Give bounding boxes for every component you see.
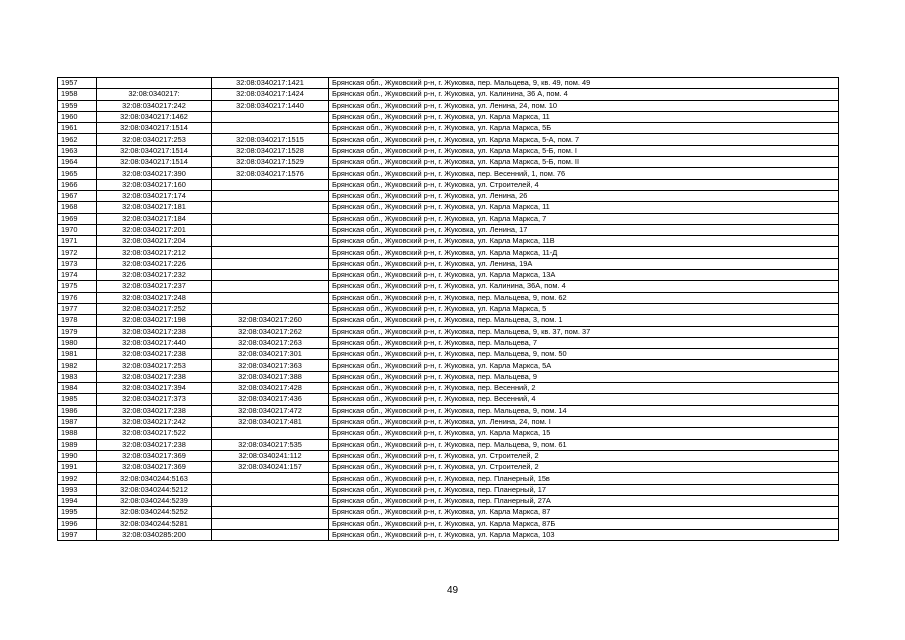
row-number-cell: 1990 <box>58 450 97 461</box>
table-row <box>58 473 839 484</box>
address-cell: Брянская обл., Жуковский р-н, г. Жуковка, ул. Карла Маркса, 11-Д <box>329 247 839 258</box>
object-number-cell: 32:08:0340217:481 <box>212 416 329 427</box>
parcel-number-cell: 32:08:0340244:5163 <box>97 473 212 484</box>
address-cell: Брянская обл., Жуковский р-н, г. Жуковка, ул. Карла Маркса, 5-Б, пом. I <box>329 145 839 156</box>
row-number-cell: 1958 <box>58 89 97 100</box>
row-number-cell: 1963 <box>58 145 97 156</box>
address-cell: Брянская обл., Жуковский р-н, г. Жуковка, пер. Весенний, 1, пом. 76 <box>329 168 839 179</box>
table-row <box>58 416 839 427</box>
object-number-cell <box>212 247 329 258</box>
object-number-cell <box>212 213 329 224</box>
row-number-cell: 1968 <box>58 202 97 213</box>
parcel-number-cell: 32:08:0340217:198 <box>97 315 212 326</box>
table-row <box>58 360 839 371</box>
row-number-cell: 1994 <box>58 495 97 506</box>
row-number-cell: 1988 <box>58 428 97 439</box>
parcel-number-cell: 32:08:0340217:201 <box>97 224 212 235</box>
parcel-number-cell: 32:08:0340217:373 <box>97 394 212 405</box>
parcel-number-cell: 32:08:0340217:1514 <box>97 123 212 134</box>
object-number-cell: 32:08:0340217:388 <box>212 371 329 382</box>
parcel-number-cell: 32:08:0340217:226 <box>97 258 212 269</box>
parcel-number-cell: 32:08:0340244:5252 <box>97 507 212 518</box>
object-number-cell: 32:08:0340217:363 <box>212 360 329 371</box>
parcel-number-cell <box>97 78 212 89</box>
row-number-cell: 1959 <box>58 100 97 111</box>
object-number-cell <box>212 473 329 484</box>
parcel-number-cell: 32:08:0340217:522 <box>97 428 212 439</box>
table-row <box>58 145 839 156</box>
table-row <box>58 337 839 348</box>
parcel-number-cell: 32:08:0340244:5212 <box>97 484 212 495</box>
row-number-cell: 1976 <box>58 292 97 303</box>
address-cell: Брянская обл., Жуковский р-н, г. Жуковка, пер. Планерный, 15в <box>329 473 839 484</box>
address-cell: Брянская обл., Жуковский р-н, г. Жуковка, ул. Строителей, 2 <box>329 450 839 461</box>
table-row <box>58 213 839 224</box>
parcel-number-cell: 32:08:0340217:238 <box>97 371 212 382</box>
table-row <box>58 371 839 382</box>
table-row <box>58 484 839 495</box>
address-cell: Брянская обл., Жуковский р-н, г. Жуковка, ул. Строителей, 2 <box>329 462 839 473</box>
row-number-cell: 1989 <box>58 439 97 450</box>
address-cell: Брянская обл., Жуковский р-н, г. Жуковка, ул. Карла Маркса, 15 <box>329 428 839 439</box>
table-row <box>58 202 839 213</box>
object-number-cell <box>212 303 329 314</box>
object-number-cell <box>212 179 329 190</box>
address-cell: Брянская обл., Жуковский р-н, г. Жуковка, пер. Планерный, 27А <box>329 495 839 506</box>
table-row <box>58 157 839 168</box>
table-row <box>58 349 839 360</box>
parcel-number-cell: 32:08:0340217:174 <box>97 190 212 201</box>
row-number-cell: 1980 <box>58 337 97 348</box>
object-number-cell: 32:08:0340217:260 <box>212 315 329 326</box>
cadastral-table-body <box>58 78 839 541</box>
table-row <box>58 270 839 281</box>
object-number-cell <box>212 111 329 122</box>
address-cell: Брянская обл., Жуковский р-н, г. Жуковка, ул. Ленина, 19А <box>329 258 839 269</box>
row-number-cell: 1982 <box>58 360 97 371</box>
address-cell: Брянская обл., Жуковский р-н, г. Жуковка, ул. Карла Маркса, 5-А, пом. 7 <box>329 134 839 145</box>
row-number-cell: 1996 <box>58 518 97 529</box>
object-number-cell: 32:08:0340217:263 <box>212 337 329 348</box>
row-number-cell: 1965 <box>58 168 97 179</box>
table-row <box>58 78 839 89</box>
row-number-cell: 1970 <box>58 224 97 235</box>
row-number-cell: 1986 <box>58 405 97 416</box>
table-row <box>58 224 839 235</box>
object-number-cell <box>212 190 329 201</box>
address-cell: Брянская обл., Жуковский р-н, г. Жуковка, пер. Мальцева, 9, кв. 49, пом. 49 <box>329 78 839 89</box>
table-row <box>58 100 839 111</box>
object-number-cell <box>212 484 329 495</box>
object-number-cell: 32:08:0340217:472 <box>212 405 329 416</box>
table-row <box>58 439 839 450</box>
object-number-cell: 32:08:0340217:1421 <box>212 78 329 89</box>
object-number-cell: 32:08:0340217:262 <box>212 326 329 337</box>
row-number-cell: 1964 <box>58 157 97 168</box>
parcel-number-cell: 32:08:0340217: <box>97 89 212 100</box>
row-number-cell: 1975 <box>58 281 97 292</box>
row-number-cell: 1960 <box>58 111 97 122</box>
table-row <box>58 507 839 518</box>
table-row <box>58 89 839 100</box>
parcel-number-cell: 32:08:0340285:200 <box>97 529 212 540</box>
parcel-number-cell: 32:08:0340217:369 <box>97 462 212 473</box>
table-row <box>58 303 839 314</box>
address-cell: Брянская обл., Жуковский р-н, г. Жуковка, пер. Мальцева, 9 <box>329 371 839 382</box>
row-number-cell: 1962 <box>58 134 97 145</box>
address-cell: Брянская обл., Жуковский р-н, г. Жуковка, ул. Карла Маркса, 87 <box>329 507 839 518</box>
row-number-cell: 1979 <box>58 326 97 337</box>
object-number-cell: 32:08:0340217:1424 <box>212 89 329 100</box>
object-number-cell <box>212 518 329 529</box>
object-number-cell <box>212 236 329 247</box>
address-cell: Брянская обл., Жуковский р-н, г. Жуковка, пер. Мальцева, 9, пом. 14 <box>329 405 839 416</box>
row-number-cell: 1981 <box>58 349 97 360</box>
table-row <box>58 450 839 461</box>
parcel-number-cell: 32:08:0340217:242 <box>97 100 212 111</box>
parcel-number-cell: 32:08:0340217:184 <box>97 213 212 224</box>
object-number-cell: 32:08:0340217:301 <box>212 349 329 360</box>
address-cell: Брянская обл., Жуковский р-н, г. Жуковка, пер. Мальцева, 7 <box>329 337 839 348</box>
address-cell: Брянская обл., Жуковский р-н, г. Жуковка, ул. Карла Маркса, 5 <box>329 303 839 314</box>
object-number-cell: 32:08:0340217:535 <box>212 439 329 450</box>
address-cell: Брянская обл., Жуковский р-н, г. Жуковка, ул. Ленина, 24, пом. 10 <box>329 100 839 111</box>
row-number-cell: 1971 <box>58 236 97 247</box>
address-cell: Брянская обл., Жуковский р-н, г. Жуковка, пер. Мальцева, 9, пом. 62 <box>329 292 839 303</box>
row-number-cell: 1972 <box>58 247 97 258</box>
address-cell: Брянская обл., Жуковский р-н, г. Жуковка, ул. Ленина, 17 <box>329 224 839 235</box>
parcel-number-cell: 32:08:0340217:181 <box>97 202 212 213</box>
object-number-cell: 32:08:0340217:1529 <box>212 157 329 168</box>
parcel-number-cell: 32:08:0340217:238 <box>97 439 212 450</box>
object-number-cell <box>212 507 329 518</box>
table-row <box>58 247 839 258</box>
parcel-number-cell: 32:08:0340217:248 <box>97 292 212 303</box>
row-number-cell: 1991 <box>58 462 97 473</box>
row-number-cell: 1978 <box>58 315 97 326</box>
table-row <box>58 179 839 190</box>
address-cell: Брянская обл., Жуковский р-н, г. Жуковка, ул. Строителей, 4 <box>329 179 839 190</box>
address-cell: Брянская обл., Жуковский р-н, г. Жуковка, ул. Карла Маркса, 5А <box>329 360 839 371</box>
table-row <box>58 315 839 326</box>
object-number-cell <box>212 281 329 292</box>
row-number-cell: 1961 <box>58 123 97 134</box>
address-cell: Брянская обл., Жуковский р-н, г. Жуковка, пер. Мальцева, 9, кв. 37, пом. 37 <box>329 326 839 337</box>
table-row <box>58 168 839 179</box>
parcel-number-cell: 32:08:0340217:252 <box>97 303 212 314</box>
object-number-cell <box>212 258 329 269</box>
parcel-number-cell: 32:08:0340217:253 <box>97 134 212 145</box>
table-row <box>58 258 839 269</box>
address-cell: Брянская обл., Жуковский р-н, г. Жуковка, ул. Карла Маркса, 11В <box>329 236 839 247</box>
table-row <box>58 394 839 405</box>
row-number-cell: 1983 <box>58 371 97 382</box>
object-number-cell: 32:08:0340217:1576 <box>212 168 329 179</box>
address-cell: Брянская обл., Жуковский р-н, г. Жуковка, пер. Весенний, 2 <box>329 383 839 394</box>
row-number-cell: 1977 <box>58 303 97 314</box>
parcel-number-cell: 32:08:0340217:160 <box>97 179 212 190</box>
parcel-number-cell: 32:08:0340244:5281 <box>97 518 212 529</box>
object-number-cell <box>212 428 329 439</box>
address-cell: Брянская обл., Жуковский р-н, г. Жуковка, ул. Ленина, 24, пом. I <box>329 416 839 427</box>
page-number: 49 <box>446 585 459 596</box>
parcel-number-cell: 32:08:0340217:212 <box>97 247 212 258</box>
table-row <box>58 134 839 145</box>
parcel-number-cell: 32:08:0340244:5239 <box>97 495 212 506</box>
parcel-number-cell: 32:08:0340217:369 <box>97 450 212 461</box>
address-cell: Брянская обл., Жуковский р-н, г. Жуковка, ул. Карла Маркса, 11 <box>329 111 839 122</box>
object-number-cell: 32:08:0340217:436 <box>212 394 329 405</box>
table-row <box>58 111 839 122</box>
row-number-cell: 1992 <box>58 473 97 484</box>
table-row <box>58 428 839 439</box>
object-number-cell: 32:08:0340217:428 <box>212 383 329 394</box>
parcel-number-cell: 32:08:0340217:394 <box>97 383 212 394</box>
address-cell: Брянская обл., Жуковский р-н, г. Жуковка, ул. Карла Маркса, 7 <box>329 213 839 224</box>
parcel-number-cell: 32:08:0340217:253 <box>97 360 212 371</box>
table-row <box>58 326 839 337</box>
object-number-cell <box>212 495 329 506</box>
row-number-cell: 1973 <box>58 258 97 269</box>
row-number-cell: 1995 <box>58 507 97 518</box>
address-cell: Брянская обл., Жуковский р-н, г. Жуковка, ул. Ленина, 26 <box>329 190 839 201</box>
object-number-cell: 32:08:0340241:157 <box>212 462 329 473</box>
address-cell: Брянская обл., Жуковский р-н, г. Жуковка, пер. Планерный, 17 <box>329 484 839 495</box>
address-cell: Брянская обл., Жуковский р-н, г. Жуковка, ул. Карла Маркса, 13А <box>329 270 839 281</box>
parcel-number-cell: 32:08:0340217:237 <box>97 281 212 292</box>
table-row <box>58 462 839 473</box>
parcel-number-cell: 32:08:0340217:1462 <box>97 111 212 122</box>
table-row <box>58 281 839 292</box>
table-row <box>58 405 839 416</box>
cadastral-table <box>57 77 839 541</box>
row-number-cell: 1966 <box>58 179 97 190</box>
address-cell: Брянская обл., Жуковский р-н, г. Жуковка, пер. Весенний, 4 <box>329 394 839 405</box>
object-number-cell: 32:08:0340217:1440 <box>212 100 329 111</box>
parcel-number-cell: 32:08:0340217:204 <box>97 236 212 247</box>
parcel-number-cell: 32:08:0340217:1514 <box>97 157 212 168</box>
row-number-cell: 1984 <box>58 383 97 394</box>
address-cell: Брянская обл., Жуковский р-н, г. Жуковка, пер. Мальцева, 3, пом. 1 <box>329 315 839 326</box>
parcel-number-cell: 32:08:0340217:1514 <box>97 145 212 156</box>
parcel-number-cell: 32:08:0340217:242 <box>97 416 212 427</box>
object-number-cell <box>212 529 329 540</box>
row-number-cell: 1967 <box>58 190 97 201</box>
row-number-cell: 1987 <box>58 416 97 427</box>
row-number-cell: 1957 <box>58 78 97 89</box>
object-number-cell: 32:08:0340241:112 <box>212 450 329 461</box>
table-row <box>58 123 839 134</box>
table-row <box>58 383 839 394</box>
parcel-number-cell: 32:08:0340217:232 <box>97 270 212 281</box>
object-number-cell <box>212 292 329 303</box>
address-cell: Брянская обл., Жуковский р-н, г. Жуковка, ул. Карла Маркса, 5-Б, пом. II <box>329 157 839 168</box>
object-number-cell <box>212 123 329 134</box>
table-row <box>58 495 839 506</box>
parcel-number-cell: 32:08:0340217:238 <box>97 405 212 416</box>
object-number-cell: 32:08:0340217:1528 <box>212 145 329 156</box>
parcel-number-cell: 32:08:0340217:238 <box>97 349 212 360</box>
address-cell: Брянская обл., Жуковский р-н, г. Жуковка, ул. Карла Маркса, 103 <box>329 529 839 540</box>
address-cell: Брянская обл., Жуковский р-н, г. Жуковка, ул. Калинина, 36А, пом. 4 <box>329 281 839 292</box>
row-number-cell: 1969 <box>58 213 97 224</box>
table-row <box>58 190 839 201</box>
address-cell: Брянская обл., Жуковский р-н, г. Жуковка, пер. Мальцева, 9, пом. 50 <box>329 349 839 360</box>
parcel-number-cell: 32:08:0340217:390 <box>97 168 212 179</box>
table-row <box>58 518 839 529</box>
table-row <box>58 236 839 247</box>
row-number-cell: 1974 <box>58 270 97 281</box>
parcel-number-cell: 32:08:0340217:238 <box>97 326 212 337</box>
address-cell: Брянская обл., Жуковский р-н, г. Жуковка, ул. Карла Маркса, 87Б <box>329 518 839 529</box>
parcel-number-cell: 32:08:0340217:440 <box>97 337 212 348</box>
row-number-cell: 1993 <box>58 484 97 495</box>
row-number-cell: 1985 <box>58 394 97 405</box>
row-number-cell: 1997 <box>58 529 97 540</box>
address-cell: Брянская обл., Жуковский р-н, г. Жуковка, ул. Карла Маркса, 5Б <box>329 123 839 134</box>
address-cell: Брянская обл., Жуковский р-н, г. Жуковка, пер. Мальцева, 9, пом. 61 <box>329 439 839 450</box>
object-number-cell: 32:08:0340217:1515 <box>212 134 329 145</box>
address-cell: Брянская обл., Жуковский р-н, г. Жуковка, ул. Карла Маркса, 11 <box>329 202 839 213</box>
address-cell: Брянская обл., Жуковский р-н, г. Жуковка, ул. Калинина, 36 А, пом. 4 <box>329 89 839 100</box>
object-number-cell <box>212 224 329 235</box>
table-row <box>58 529 839 540</box>
object-number-cell <box>212 270 329 281</box>
object-number-cell <box>212 202 329 213</box>
table-row <box>58 292 839 303</box>
